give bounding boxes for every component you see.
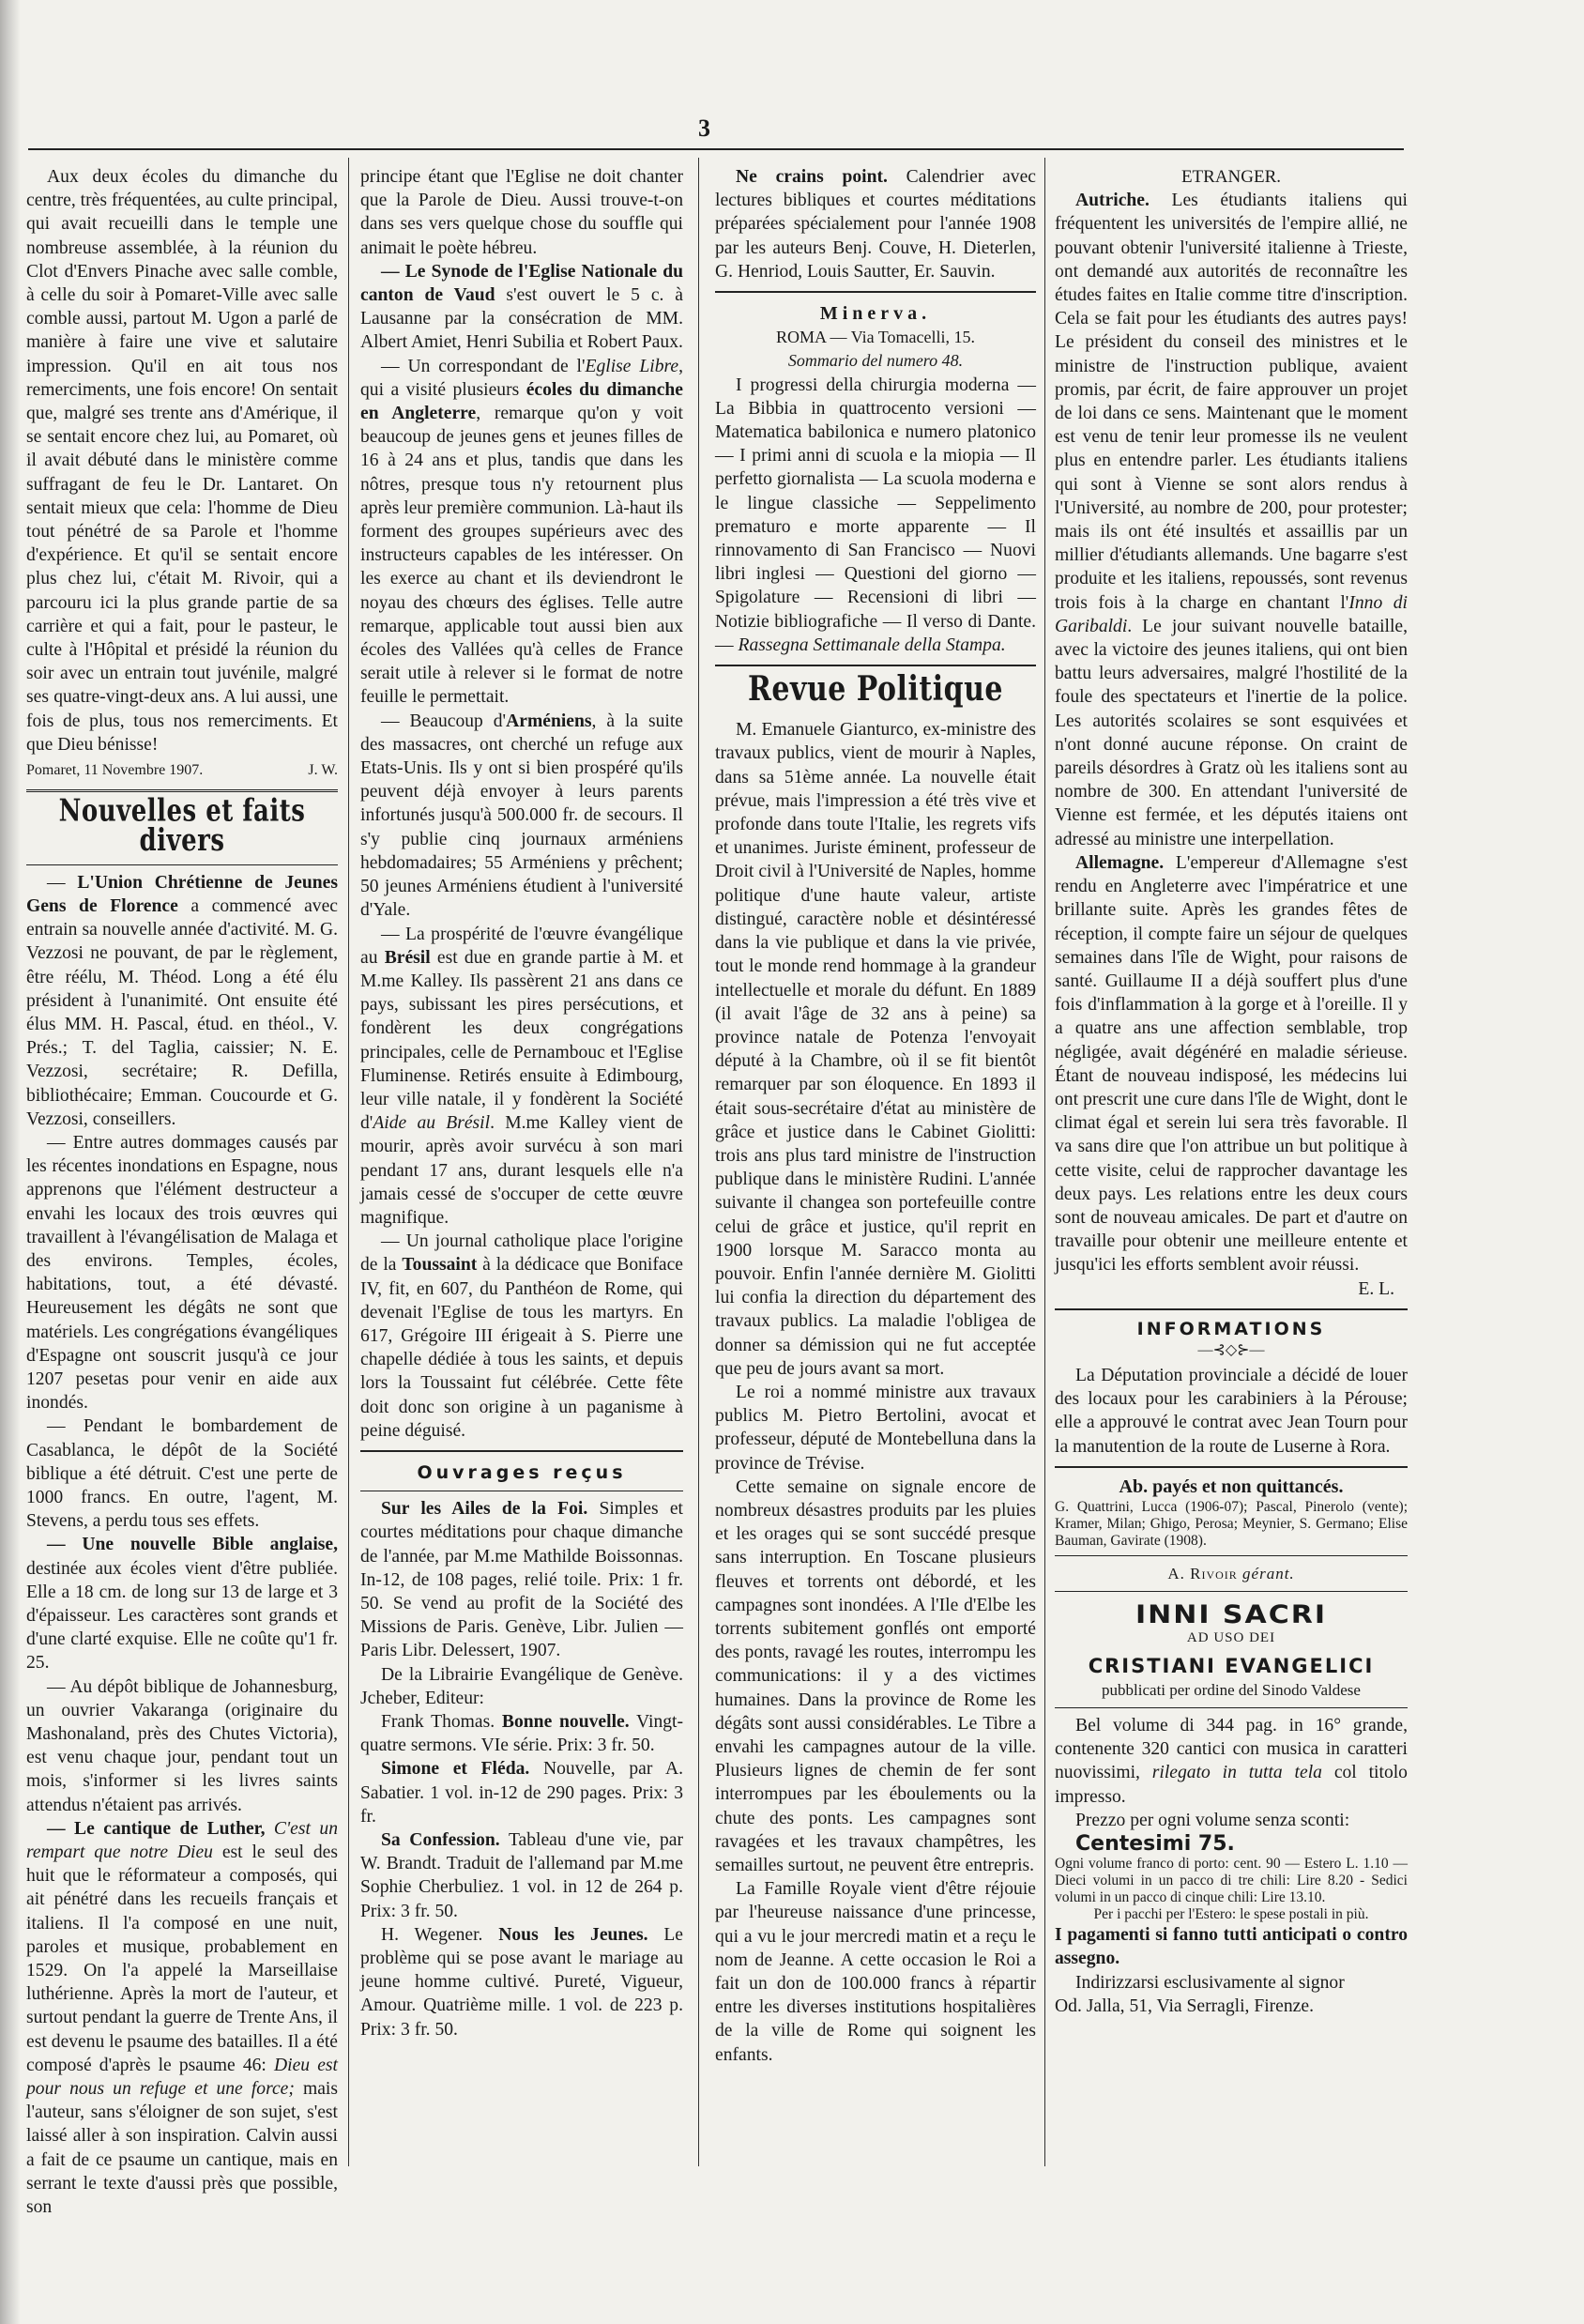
section-rule — [26, 789, 338, 792]
page-number: 3 — [698, 115, 710, 142]
section-rule — [26, 864, 338, 865]
news-item: — Au dépôt biblique de Johannesburg, un ouvrier Vakaranga (originaire du Mashonaland, près des Chutes Victoria), est venu chaque jour, pendant tout un mois, s'informer si les livres saints attendus n'étaient pas arrivés. — [26, 1676, 338, 1815]
advert-title-cristiani: CRISTIANI EVANGELICI — [1088, 1654, 1375, 1677]
section-heading-ouvrages: Ouvrages reçus — [417, 1461, 627, 1483]
book-entry: H. Wegener. Nous les Jeunes. Le problème qui se pose avant le mariage au jeune homme cultivé. Pureté, Vigueur, Amour. Quatrième mille. 1 vol. de 223 p. Prix: 3 fr. 50. — [360, 1924, 684, 2040]
article-paragraph: M. Emanuele Gianturco, ex-ministre des travaux publics, vient de mourir à Naples, dans sa 51ème année. La nouvelle était prévue, mais l'impression a été très vive et profonde dans toute l'Italie, les regrets vifs et unanimes. Juriste éminent, professeur de Droit civil à l'Université de Naples, homme politique d'une haute valeur, artiste distingué, caractère noble et désintéressé dans la vie publique et dans la vie privée, tout le monde rend hommage à la grandeur intellectuelle et morale du défunt. En 1889 (il avait l'âge de 32 ans à peine) sa province natale de Potenza l'envoyait député à la Chambre, où il se fit bientôt remarquer par son éloquence. En 1893 il était sous-secrétaire d'état au ministère de grâce et justice dans le Cabinet Giolitti: trois ans plus tard ministre de l'instruction publique dans le ministère Rudini. L'année suivante il changea son portefeuille contre celui de grâce et justice, qu'il reprit en 1900 lorsque M. Saracco monta au pouvoir. Enfin l'année dernière M. Giolitti lui confia la direction du département des travaux publics. La maladie l'obligea de donner sa démission qui ne fut acceptée que peu de jours avant sa mort. — [715, 720, 1036, 1379]
column-divider — [1044, 158, 1045, 2166]
advert-text: Bel volume di 344 pag. in 16° grande, contenente 320 cantici con musica in caratteri nuovissimi, rilegato in tutta tela col titolo impresso. — [1055, 1715, 1408, 1807]
news-item: — Entre autres dommages causés par les récentes inondations en Espagne, nous apprenons que l'élément destructeur a envahi les locaux des trois œuvres qui travaillent à l'évangélisation de Malaga et des environs. Temples, écoles, habitations, tout, a été dévasté. Heureusement les dégâts ne sont que matériels. Les congrégations évangéliques d'Espagne ont souscrit jusqu'à ce jour 1207 pesetas pour venir en aide aux inondés. — [26, 1132, 338, 1414]
article-paragraph: La Députation provinciale a décidé de louer des locaux pour les carabiniers à la Pérouse; elle a approuvé le contrat avec Jean Tourn pour la manutention de la route de Luserne à Rora. — [1055, 1365, 1408, 1457]
book-entry: Frank Thomas. Bonne nouvelle. Vingt-quatre sermons. VIe série. Prix: 3 fr. 50. — [360, 1712, 684, 1756]
news-item: — Un journal catholique place l'origine de la Toussaint à la dédicace que Boniface IV, fit, en 607, du Panthéon de Rome, qui devenait l'Eglise de tous les martyrs. En 617, Grégoire III érigeait à S. Pierre une chapelle dédiée à tous les saints, et depuis lors la Toussaint fut célébrée. Cette fête doit donc son origine à un paganisme à peine déguisé. — [360, 1231, 683, 1441]
news-item: — Pendant le bombardement de Casablanca, le dépôt de la Société biblique a été détruit. C'est une perte de 1000 francs. En outre, l'agent, M. Stevens, a perdu tous ses effets. — [26, 1416, 338, 1532]
section-heading-abonnements: Ab. payés et non quittancés. — [1119, 1475, 1344, 1497]
section-heading-revue-politique: Revue Politique — [748, 669, 1003, 710]
book-entry: Simone et Fléda. Nouvelle, par A. Sabatier. 1 vol. in-12 de 290 pages. Prix: 3 fr. — [360, 1759, 683, 1827]
column-1 — [26, 165, 338, 2219]
section-heading-etranger: ETRANGER. — [1180, 167, 1282, 187]
article-paragraph: La Famille Royale vient d'être réjouie par l'heureuse naissance d'une princesse, qui a vu le jour mercredi matin et a reçu le nom de Jeanne. A cette occasion le Roi a fait un don de 100.000 francs à répartir entre les diverses institutions hospitalières de la ville de Rome qui soignent les enfants. — [715, 1879, 1036, 2065]
signature-place: Pomaret, 11 Novembre 1907. — [26, 762, 204, 779]
minerva-summary-title: Sommario del numero 48. — [787, 351, 964, 371]
advert-price-label: Prezzo per ogni volume senza sconti: — [1075, 1810, 1350, 1830]
section-rule — [1055, 1308, 1408, 1310]
article-signature: E. L. — [1358, 1278, 1394, 1299]
section-heading-minerva: Minerva. — [819, 303, 932, 325]
article-paragraph: Le roi a nommé ministre aux travaux publics M. Pietro Bertolini, avocat et professeur, député de Montebelluna dans la province de Trévise. — [715, 1382, 1036, 1474]
article-paragraph: Allemagne. L'empereur d'Allemagne s'est rendu en Angleterre avec l'impératrice et une brillante suite. Après les grandes fêtes de réception, il compte faire un séjour de quelques semaines dans l'île de Wight, pour raisons de santé. Guillaume II a déjà souffert plus d'une fois d'inflammation à la gorge et à l'oreille. Il y a quatre ans une affection semblable, trop négligée, avait dégénéré en maladie sérieuse. Étant de nouveau indisposé, les médecins lui ont prescrit une cure dans l'île de Wight, dont le climat égal et serein lui sera très favorable. Il va sans dire que l'on attribue un but politique à cette visite, celui de rapprocher davantage les deux pays. Les relations entre les deux cours sont de nouveau amicales. De part et d'autre on travaille pour obtenir une meilleure entente et jusqu'ici les efforts semblent avoir réussi. — [1055, 852, 1408, 1276]
section-rule — [1055, 1707, 1408, 1708]
advert-title-inni-sacri: INNI SACRI — [1135, 1599, 1328, 1630]
section-rule — [360, 1450, 683, 1452]
article-paragraph: principe étant que l'Eglise ne doit chanter que la Parole de Dieu. Aussi trouve-t-on dans ses vers quelque chose du souffle qui animait le poète hébreu. — [360, 167, 683, 258]
gerant-line: A. Rivoir gérant. — [1167, 1564, 1295, 1582]
advert-subtitle: AD USO DEI — [1186, 1630, 1276, 1646]
advert-foreign-note: Per i pacchi per l'Estero: le spese postali in più. — [1093, 1906, 1369, 1923]
section-rule — [715, 291, 1036, 293]
minerva-summary: I progressi della chirurgia moderna — La Bibbia in quattrocento versioni — Matematica babilonica e numero platonico — I primi anni di scuola e la miopia — Il perfetto giornalista — La scuola moderna e le lingue classiche — Seppelimento prematuro e morte apparente — Il rinnovamento di San Francisco — Nuovi libri inglesi — Questioni del giorno — Spigolature — Recensioni di libri — Notizie bibliografiche — Il verso di Dante. — Rassegna Settimanale della Stampa. — [715, 375, 1036, 655]
book-entry: Sa Confession. Tableau d'une vie, par W. Brandt. Traduit de l'allemand par M.me Sophie Cherbuliez. 1 vol. in 12 de 264 p. Prix: 3 fr. 50. — [360, 1830, 683, 1921]
article-paragraph: Autriche. Les étudiants italiens qui fréquentent les universités de l'empire allié, ne pouvant obtenir l'université italienne à Trieste, ont demandé aux autorités de reconnaître les études faites en Italie comme titre d'inscription. Cela se fait pour les étudiants des autres pays! Le président du conseil des ministres et le ministre de l'instruction publique, avaient promis, par écrit, de faire approuver un projet de loi dans ce sens. Maintenant que le moment est venu de tenir leur promesse ils ne veulent plus en entendre parler. Les étudiants italiens qui sont à Vienne se sont alors rendus à l'Université, au nombre de 200, pour protester; mais ils ont été insultés et assaillis par un millier d'étudiants allemands. Une bagarre s'est produite et les italiens, repoussés, sont revenus trois fois à la charge en chantant l'Inno di Garibaldi. Le jour suivant nouvelle bataille, avec la victoire des jeunes italiens, qui ont bien battu leurs adversaires, malgré l'hostilité de la foule des spectateurs et l'inertie de la police. Les autorités scolaires se sont esquivées et n'ont donné aucune réponse. On craint de pareils désordres à Gratz où les italiens sont au nombre de 300. En attendant l'université de Vienne est fermée, et les députés itaiens ont adressé au ministre une interpellation. — [1055, 191, 1408, 849]
column-3 — [715, 165, 1036, 2067]
article-paragraph: Cette semaine on signale encore de nombreux désastres produits par les pluies et les orages qui se sont succédé presque sans interruption. En Toscane plusieurs fleuves et torrents ont débordé, et les campagnes sont inondées. A l'Ile d'Elbe les torrents subitement gonflés ont emporté des ponts, ravagé les routes, interrompu les communications: il y a des victimes humaines. Dans la province de Rome les dégâts sont aussi considérables. Le Tibre a envahi les campagnes autour de la ville. Plusieurs lignes de chemin de fer sont interrompues par les éboulements ou la chute des ponts. Les campagnes sont ravagées et les travaux champêtres, les semailles surtout, ne peuvent être entrepris. — [715, 1476, 1036, 1876]
section-rule — [1055, 1591, 1408, 1592]
news-item: — Le Synode de l'Eglise Nationale du canton de Vaud s'est ouvert le 5 c. à Lausanne par la consécration de MM. Albert Amiet, Henri Subilia et Robert Paux. — [360, 261, 683, 353]
news-item: — Un correspondant de l'Eglise Libre, qui a visité plusieurs écoles du dimanche en Angleterre, remarque qu'on y voit beaucoup de jeunes gens et jeunes filles de 16 à 24 ans et plus, tandis que dans les nôtres, presque tous n'y retournent plus après leur première communion. Là-haut ils forment des groupes supérieurs avec des instructeurs capables de les intéresser. On les exerce au chant et ils deviendront le noyau des chœurs des églises. Telle autre remarque, applicable tout aussi bien aux écoles des Vallées qu'à celles de France serait utile à relever si le format de notre feuille le permettait. — [360, 356, 684, 708]
column-2 — [360, 165, 683, 2041]
article-paragraph: Aux deux écoles du dimanche du centre, très fréquentées, au culte principal, qui avait recueilli dans le temple une nombreuse assemblée, à la réunion du Clot d'Envers Pinache avec salle comble, à celle du soir à Pomaret-Ville avec salle comble aussi, partout M. Ugon a parlé de manière à faire une vive et salutaire impression. Qu'il en ait tous nos remerciments, une fois encore! On sentait que, malgré ses trente ans d'Amérique, il se sentait encore chez lui, au Pomaret, où il avait débuté dans le ministère comme suffragant de feu le Dr. Lantaret. On sentait mieux que cela: l'homme de Dieu tout pénétré de sa Parole et l'homme d'expérience. Et qu'il se sentait encore plus chez lui, c'était M. Rivoir, qui a parcouru ici la plus grande partie de sa carrière et qui a fait, pour le pasteur, le culte à l'Hôpital et présidé la réunion du soir avec un entrain tout juvénile, malgré ses quatre-vingt-deux ans. A lui aussi, une fois de plus, tous nos remerciments. Et que Dieu bénisse! — [26, 167, 338, 755]
book-entry: Sur les Ailes de la Foi. Simples et courtes méditations pour chaque dimanche de l'année, par M.me Mathilde Boissonnas. In-12, de 108 pages, relié toile. Prix: 1 fr. 50. Se vend au profit de la Société des Missions de Paris. Genève, Libr. Julien — Paris Libr. Delessert, 1907. — [360, 1499, 683, 1661]
advert-contact-address: Od. Jalla, 51, Via Serragli, Firenze. — [1055, 1995, 1314, 2016]
advert-payment-note: I pagamenti si fanno tutti anticipati o contro assegno. — [1055, 1925, 1408, 1969]
subscribers-list: G. Quattrini, Lucca (1906-07); Pascal, Pinerolo (vente); Kramer, Milan; Ghigo, Perosa; Meynier, S. Germano; Elise Bauman, Gavirate (1908). — [1055, 1498, 1408, 1549]
column-divider — [348, 158, 349, 2166]
news-item: — Beaucoup d'Arméniens, à la suite des massacres, ont cherché un refuge aux Etats-Unis. Ils y ont si bien prospéré qu'ils peuvent déjà envoyer à leurs parents infortunés jusqu'à 500.000 fr. de secours. Il s'y publie cinq journaux arméniens hebdomadaires; 55 Arméniens y prêchent; 50 jeunes Arméniens étudient à l'université d'Yale. — [360, 711, 683, 921]
section-rule — [1055, 1555, 1408, 1556]
advert-shipping: Ogni volume franco di porto: cent. 90 — Estero L. 1.10 — Dieci volumi in un pacco di tre chili: Lire 8.20 - Sedici volumi in un pacco di cinque chili: Lire 13.10. — [1055, 1856, 1408, 1906]
book-entry: De la Librairie Evangélique de Genève. Jcheber, Editeur: — [360, 1664, 683, 1708]
book-entry: Ne crains point. Calendrier avec lectures bibliques et courtes méditations préparées spécialement pour l'année 1908 par les auteurs Benj. Couve, H. Dieterlen, G. Henriod, Louis Sautter, Er. Sauvin. — [715, 167, 1036, 282]
advert-price: Centesimi 75. — [1075, 1832, 1235, 1856]
signature-initials: J. W. — [308, 762, 338, 779]
header-rule — [28, 148, 1404, 150]
news-item: — La prospérité de l'œuvre évangélique au Brésil est due en grande partie à M. et M.me Kalley. Ils passèrent 21 ans dans ce pays, subissant les pires persécutions, et fondèrent les deux congrégations principales, celle de Pernambouc et l'Eglise Fluminense. Retirés ensuite à Edimbourg, leur ville natale, il y fondèrent la Société d'Aide au Brésil. M.me Kalley vient de mourir, après avoir survécu à son mari pendant 17 ans, durant lesquels elle n'a jamais cessé de s'occuper de cette œuvre magnifique. — [360, 924, 683, 1228]
column-4 — [1055, 165, 1408, 2018]
minerva-address: ROMA — Via Tomacelli, 15. — [776, 328, 975, 347]
ornament: —⊰◇⊱— — [1197, 1341, 1265, 1358]
section-rule — [1055, 1466, 1408, 1468]
advert-publisher-note: pubblicati per ordine del Sinodo Valdese — [1102, 1680, 1361, 1699]
news-item: — Le cantique de Luther, C'est un rempart que notre Dieu est le seul des huit que le réformateur a composés, qui ait pénétré dans les recueils français et italiens. Il l'a composé en une nuit, paroles et musique, probablement en 1529. On l'a appelé la Marseillaise luthérienne. Après la mort de l'auteur, et surtout pendant la guerre de Trente Ans, il est devenu le psaume des batailles. Il a été composé d'après le psaume 46: Dieu est pour nous un refuge et une force; mais l'auteur, sans s'éloigner de son sujet, s'est laissé aller à son inspiration. Calvin aussi a fait de ce psaume un cantique, mais en serrant le texte d'aussi près que possible, son — [26, 1818, 338, 2218]
section-heading-informations: INFORMATIONS — [1136, 1318, 1326, 1339]
advert-contact-label: Indirizzarsi esclusivamente al signor — [1075, 1972, 1345, 1993]
article-signature — [26, 758, 338, 782]
section-heading-nouvelles: Nouvelles et faits divers — [58, 794, 306, 860]
news-item: — Une nouvelle Bible anglaise, destinée aux écoles vient d'être publiée. Elle a 18 cm. de long sur 13 de large et 3 d'épaisseur. Les caractères sont grands et d'une clarté exquise. Elle ne coûte qu'1 fr. 25. — [26, 1535, 338, 1674]
section-rule — [715, 665, 1036, 666]
news-item: — L'Union Chrétienne de Jeunes Gens de Florence a commencé avec entrain sa nouvelle année d'activité. M. G. Vezzosi ne pouvant, de par le règlement, être réélu, M. Théod. Long a été élu président à l'unanimité. Ont ensuite été élus MM. H. Pascal, étud. en théol., V. Prés.; T. del Taglia, caissier; N. E. Vezzosi, secrétaire; R. Defilla, bibliothécaire; Emman. Coucourde et G. Vezzosi, conseillers. — [26, 872, 338, 1129]
column-divider — [698, 158, 699, 2166]
scan-shadow-edge — [0, 0, 21, 2324]
